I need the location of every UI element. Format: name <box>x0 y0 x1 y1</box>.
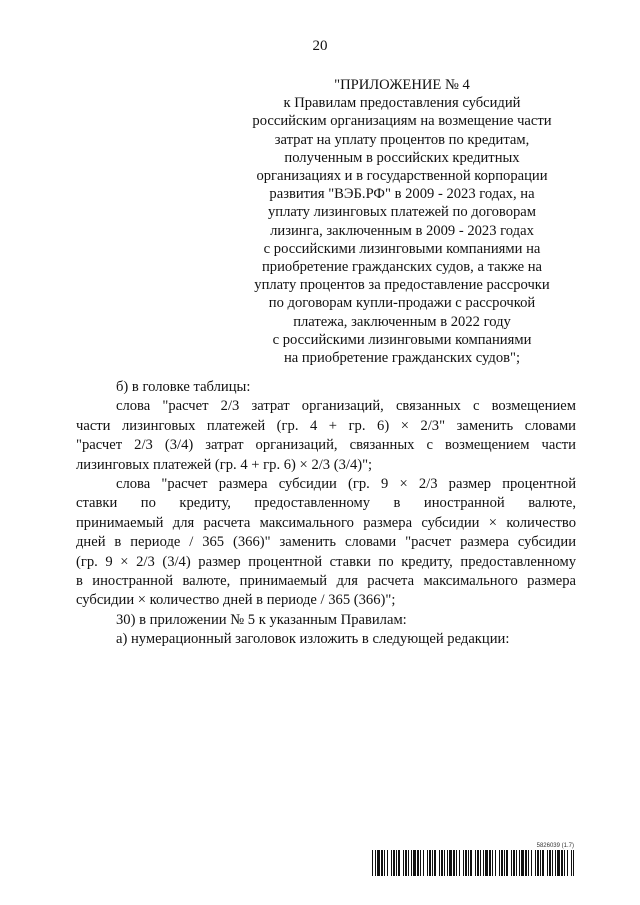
appendix-line: российским организациям на возмещение части <box>252 113 552 130</box>
appendix-line: развития "ВЭБ.РФ" в 2009 - 2023 годах, на <box>269 186 535 203</box>
page-number: 20 <box>312 38 328 54</box>
paragraph-line: "расчет 2/3 (3/4) затрат организаций, связанных с возмещением части <box>76 437 576 454</box>
paragraph-line: принимаемый для расчета максимального размера субсидии × количество <box>76 514 576 531</box>
amendment-text <box>76 378 576 650</box>
document-code: 5826039 (1.7) <box>536 843 574 849</box>
paragraph-line: дней в периоде / 365 (366)" заменить словами "расчет размера субсидии <box>76 534 576 551</box>
appendix-line: затрат на уплату процентов по кредитам, <box>274 131 530 148</box>
paragraph-line: лизинговых платежей (гр. 4 + гр. 6) × 2/3 (3/4)"; <box>76 456 373 473</box>
appendix-line: по договорам купли-продажи с рассрочкой <box>268 295 536 312</box>
paragraph-line: 30) в приложении № 5 к указанным Правилам: <box>116 611 407 628</box>
barcode-icon <box>372 850 574 876</box>
appendix-line: платежа, заключенным в 2022 году <box>293 313 511 330</box>
paragraph-line: части лизинговых платежей (гр. 4 + гр. 6) × 2/3" заменить словами <box>76 417 576 434</box>
paragraph-line: (гр. 9 × 2/3 (3/4) размер процентной ставки по кредиту, предоставленному <box>76 553 576 570</box>
appendix-line: полученным в российских кредитных <box>284 149 520 166</box>
appendix-line: лизинга, заключенным в 2009 - 2023 годах <box>270 222 534 239</box>
paragraph-line: ставки по кредиту, предоставленному в иностранной валюте, <box>76 495 576 512</box>
appendix-line: к Правилам предоставления субсидий <box>283 95 521 112</box>
paragraph-line: субсидии × количество дней в периоде / 365 (366)"; <box>76 592 396 609</box>
paragraph-line: б) в головке таблицы: <box>116 379 251 395</box>
paragraph-line: а) нумерационный заголовок изложить в следующей редакции: <box>116 631 510 648</box>
paragraph-line: слова "расчет размера субсидии (гр. 9 × 2/3 размер процентной <box>116 476 576 493</box>
appendix-line: приобретение гражданских судов, а также на <box>261 259 543 276</box>
appendix-line: уплату лизинговых платежей по договорам <box>267 204 537 221</box>
appendix-line: на приобретение гражданских судов"; <box>283 350 521 367</box>
appendix-line: с российскими лизинговыми компаниями на <box>263 240 541 257</box>
paragraph-line: слова "расчет 2/3 затрат организаций, связанных с возмещением <box>116 398 576 415</box>
appendix-line: с российскими лизинговыми компаниями <box>272 331 532 348</box>
appendix-line: "ПРИЛОЖЕНИЕ № 4 <box>334 77 470 93</box>
appendix-line: организациях и в государственной корпорации <box>256 168 548 185</box>
appendix-line: уплату процентов за предоставление рассрочки <box>254 277 550 294</box>
appendix-heading <box>228 76 576 367</box>
paragraph-line: в иностранной валюте, принимаемый для расчета максимального размера <box>76 573 576 590</box>
